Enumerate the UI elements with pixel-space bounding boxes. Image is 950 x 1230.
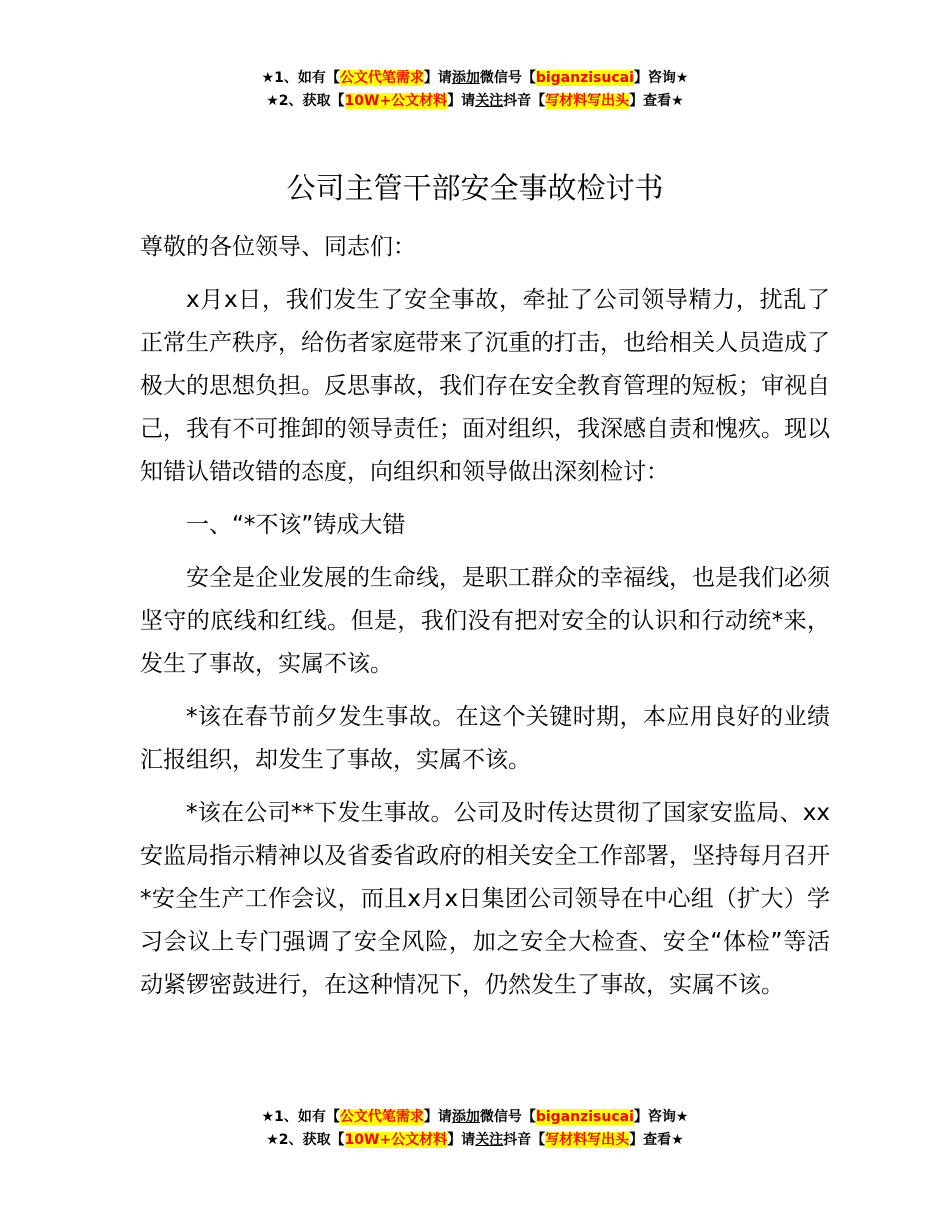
banner-text: 抖音【 bbox=[503, 1132, 546, 1148]
banner-line-1 bbox=[0, 1106, 950, 1129]
banner-text: 】咨询★ bbox=[633, 1109, 689, 1125]
document-body bbox=[140, 226, 830, 1017]
banner-text: 抖音【 bbox=[503, 93, 546, 109]
paragraph-intro: x月x日，我们发生了安全事故，牵扯了公司领导精力，扰乱了正常生产秩序，给伤者家庭带来了沉重的打击，也给相关人员造成了极大的思想负担。反思事故，我们存在安全教育管理的短板；审视自己，我有不可推卸的领导责任；面对组织，我深感自责和愧疚。现以知错认错改错的态度，向组织和领导做出深刻检讨： bbox=[140, 287, 830, 485]
highlight-service: 公文代笔需求 bbox=[339, 70, 424, 86]
highlight-materials: 10W+公文材料 bbox=[344, 93, 448, 109]
banner-text: ★2、获取【 bbox=[266, 1132, 345, 1148]
banner-text: 】请 bbox=[447, 1132, 476, 1148]
banner-text: 微信号【 bbox=[479, 1109, 536, 1125]
paragraph: 安全是企业发展的生命线，是职工群众的幸福线，也是我们必须坚守的底线和红线。但是，我们没有把对安全的认识和行动统*来，发生了事故，实属不该。 bbox=[140, 565, 830, 677]
banner-text: 】请 bbox=[423, 70, 452, 86]
banner-text: ★2、获取【 bbox=[266, 93, 345, 109]
paragraph: *该在公司**下发生事故。公司及时传达贯彻了国家安监局、xx安监局指示精神以及省委省政府的相关安全工作部署，坚持每月召开*安全生产工作会议，而且x月x日集团公司领导在中心组（扩大）学习会议上专门强调了安全风险，加之安全大检查、安全“体检”等活动紧锣密鼓进行，在这种情况下，仍然发生了事故，实属不该。 bbox=[140, 800, 830, 998]
section-heading: 一、“*不该”铸成大错 bbox=[186, 512, 406, 538]
banner-emphasis: 添加 bbox=[451, 1109, 480, 1125]
banner-text: 】请 bbox=[447, 93, 476, 109]
banner-text: 】查看★ bbox=[629, 1132, 684, 1148]
highlight-wechat-id: biganzisucai bbox=[535, 1109, 634, 1125]
banner-text: ★1、如有【 bbox=[261, 70, 340, 86]
banner-text: 】查看★ bbox=[629, 93, 684, 109]
banner-emphasis: 关注 bbox=[475, 93, 504, 109]
header-banner bbox=[0, 67, 950, 113]
banner-emphasis: 添加 bbox=[451, 70, 480, 86]
banner-text: 】咨询★ bbox=[633, 70, 689, 86]
banner-line-1 bbox=[0, 67, 950, 90]
paragraph: *该在春节前夕发生事故。在这个关键时期，本应用良好的业绩汇报组织，却发生了事故，实属不该。 bbox=[140, 704, 830, 773]
highlight-douyin-id: 写材料写出头 bbox=[545, 93, 630, 109]
document-title: 公司主管干部安全事故检讨书 bbox=[286, 171, 664, 205]
highlight-wechat-id: biganzisucai bbox=[535, 70, 634, 86]
banner-text: ★1、如有【 bbox=[261, 1109, 340, 1125]
highlight-douyin-id: 写材料写出头 bbox=[545, 1132, 630, 1148]
banner-emphasis: 关注 bbox=[475, 1132, 504, 1148]
banner-line-2 bbox=[0, 90, 950, 113]
salutation: 尊敬的各位领导、同志们： bbox=[140, 234, 416, 260]
highlight-service: 公文代笔需求 bbox=[339, 1109, 424, 1125]
footer-banner bbox=[0, 1106, 950, 1152]
banner-text: 微信号【 bbox=[479, 70, 536, 86]
banner-line-2 bbox=[0, 1129, 950, 1152]
highlight-materials: 10W+公文材料 bbox=[344, 1132, 448, 1148]
banner-text: 】请 bbox=[423, 1109, 452, 1125]
